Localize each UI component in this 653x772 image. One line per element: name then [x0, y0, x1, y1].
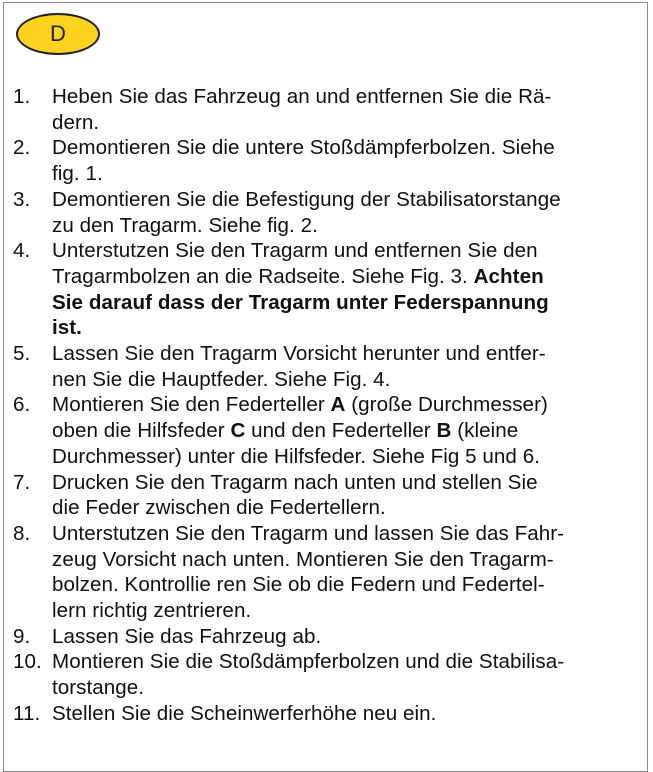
step-number: 8. — [13, 521, 31, 545]
step-text: Stellen Sie die Scheinwerferhöhe neu ein. — [52, 701, 437, 725]
section-badge — [16, 13, 100, 55]
step-3 — [13, 187, 633, 238]
part-label-a: A — [330, 393, 346, 417]
step-text: Demontieren Sie die Befestigung der Stabilisatorstange zu den Tragarm. Siehe fig. 2. — [52, 187, 561, 237]
instruction-list — [13, 84, 633, 727]
step-5 — [13, 341, 633, 392]
step-number: 7. — [13, 470, 31, 494]
step-10 — [13, 649, 633, 700]
step-text: Lassen Sie das Fahrzeug ab. — [52, 624, 322, 648]
warning-text: Sie darauf dass der Tragarm unter Federspannung — [52, 290, 549, 314]
step-text: Demontieren Sie die untere Stoßdämpferbolzen. Siehe fig. 1. — [52, 136, 555, 186]
step-text: Montieren Sie den Federteller A (große Durchmesser) oben die Hilfsfeder C und den Federteller B (kleine Durchmesser) unter die Hilfsfeder. Siehe Fig 5 und 6. — [52, 393, 548, 468]
step-number: 11. — [13, 701, 41, 725]
part-label-c: C — [230, 419, 246, 443]
step-number: 3. — [13, 187, 31, 211]
step-4 — [13, 238, 633, 341]
section-badge-label: D — [50, 21, 66, 46]
step-8 — [13, 521, 633, 624]
step-7 — [13, 470, 633, 521]
step-number: 2. — [13, 136, 31, 160]
warning-text: Achten — [473, 264, 544, 288]
step-text: Montieren Sie die Stoßdämpferbolzen und die Stabilisa- torstange. — [52, 650, 565, 700]
step-text: Lassen Sie den Tragarm Vorsicht herunter und entfer- nen Sie die Hauptfeder. Siehe Fig. 4. — [52, 342, 546, 391]
step-text: Drucken Sie den Tragarm nach unten und stellen Sie die Feder zwischen die Federtellern. — [52, 470, 538, 520]
step-2 — [13, 135, 633, 186]
part-label-b: B — [436, 419, 452, 443]
step-1 — [13, 84, 633, 135]
step-number: 10. — [13, 650, 42, 674]
step-number: 9. — [13, 624, 31, 648]
step-9 — [13, 624, 633, 650]
step-number: 4. — [13, 239, 31, 263]
warning-text: ist. — [52, 316, 82, 340]
step-11 — [13, 701, 633, 727]
step-number: 6. — [13, 393, 31, 417]
step-text: Unterstutzen Sie den Tragarm und lassen Sie das Fahr- zeug Vorsicht nach unten. Montieren Sie den Tragarm- bolzen. Kontrollie ren Sie ob die Federn und Federtel- lern richtig zentrieren. — [52, 521, 565, 623]
step-number: 5. — [13, 342, 31, 366]
step-number: 1. — [13, 85, 31, 108]
step-text: Heben Sie das Fahrzeug an und entfernen Sie die Rä- dern. — [52, 85, 552, 134]
step-text: Unterstutzen Sie den Tragarm und entfernen Sie den Tragarmbolzen an die Radseite. Siehe Fig. 3. Achten Sie darauf dass der Tragarm unter Federspannung ist. — [52, 239, 549, 340]
step-6 — [13, 392, 633, 469]
